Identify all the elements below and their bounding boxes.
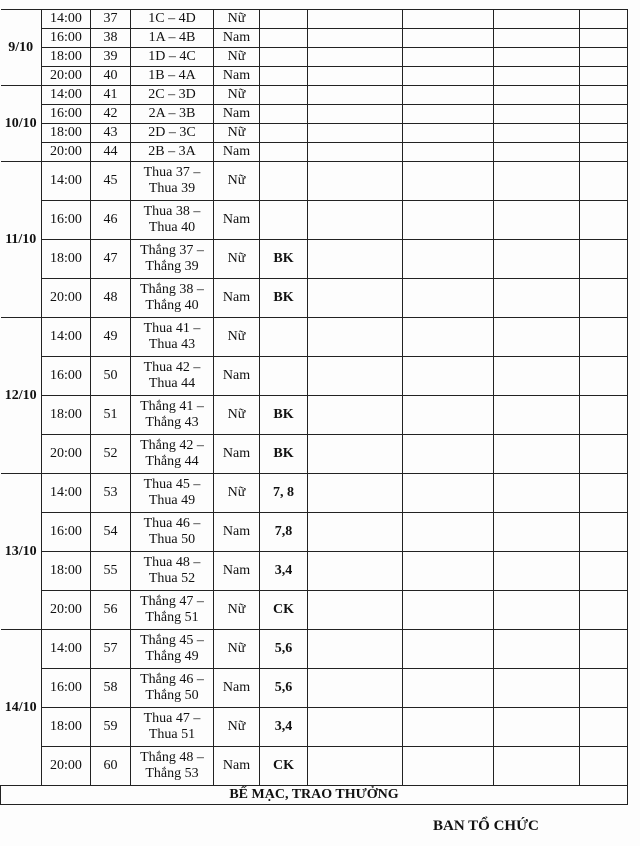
empty-cell	[308, 513, 403, 552]
empty-cell	[580, 630, 628, 669]
match-number: 59	[91, 708, 131, 747]
match-teams-line: 1A – 4B	[148, 30, 196, 45]
match-number: 60	[91, 747, 131, 786]
match-gender: Nam	[214, 552, 260, 591]
organizer-signature: BAN TỔ CHỨC	[433, 818, 539, 834]
match-teams-line: Thua 52	[148, 571, 196, 586]
match-teams	[131, 162, 214, 201]
empty-cell	[403, 357, 494, 396]
closing-ceremony: BẾ MẠC, TRAO THƯỞNG	[1, 786, 628, 805]
match-time: 20:00	[42, 143, 91, 162]
match-teams-line: 1B – 4A	[148, 68, 196, 83]
match-note: BK	[260, 240, 308, 279]
empty-cell	[494, 201, 580, 240]
empty-cell	[580, 201, 628, 240]
match-teams-line: Thắng 47 –	[140, 594, 204, 609]
match-teams-line: Thắng 42 –	[140, 438, 204, 453]
match-note	[260, 10, 308, 29]
empty-cell	[403, 143, 494, 162]
table-row	[1, 591, 628, 630]
match-time: 18:00	[42, 708, 91, 747]
match-teams-line: Thắng 48 –	[140, 750, 204, 765]
empty-cell	[403, 67, 494, 86]
empty-cell	[580, 552, 628, 591]
empty-cell	[580, 10, 628, 29]
empty-cell	[494, 240, 580, 279]
empty-cell	[580, 29, 628, 48]
match-gender: Nam	[214, 29, 260, 48]
match-note	[260, 162, 308, 201]
empty-cell	[580, 240, 628, 279]
match-date: 13/10	[1, 474, 42, 630]
empty-cell	[308, 10, 403, 29]
match-number: 37	[91, 10, 131, 29]
empty-cell	[403, 396, 494, 435]
match-gender: Nữ	[214, 630, 260, 669]
empty-cell	[308, 591, 403, 630]
empty-cell	[308, 240, 403, 279]
match-gender: Nữ	[214, 10, 260, 29]
match-teams-line: Thắng 44	[145, 454, 199, 469]
match-gender: Nam	[214, 669, 260, 708]
match-number: 46	[91, 201, 131, 240]
empty-cell	[494, 124, 580, 143]
match-note	[260, 29, 308, 48]
match-gender: Nam	[214, 279, 260, 318]
table-row	[1, 357, 628, 396]
match-time: 14:00	[42, 318, 91, 357]
match-teams-line: Thua 40	[148, 220, 196, 235]
match-teams-line: Thua 47 –	[143, 711, 201, 726]
match-note	[260, 48, 308, 67]
match-number: 57	[91, 630, 131, 669]
empty-cell	[308, 552, 403, 591]
match-note: 7,8	[260, 513, 308, 552]
table-row	[1, 162, 628, 201]
empty-cell	[308, 435, 403, 474]
empty-cell	[580, 48, 628, 67]
empty-cell	[580, 435, 628, 474]
match-teams-line: Thua 37 –	[143, 165, 201, 180]
match-time: 16:00	[42, 669, 91, 708]
match-number: 42	[91, 105, 131, 124]
empty-cell	[308, 105, 403, 124]
match-time: 18:00	[42, 240, 91, 279]
match-gender: Nam	[214, 201, 260, 240]
match-date: 9/10	[1, 10, 42, 86]
table-row	[1, 201, 628, 240]
match-teams	[131, 48, 214, 67]
match-time: 16:00	[42, 357, 91, 396]
empty-cell	[494, 29, 580, 48]
match-teams-line: Thắng 51	[145, 610, 199, 625]
empty-cell	[403, 513, 494, 552]
table-row	[1, 669, 628, 708]
match-teams-line: 1D – 4C	[148, 49, 196, 64]
match-date: 11/10	[1, 162, 42, 318]
match-number: 58	[91, 669, 131, 708]
match-number: 49	[91, 318, 131, 357]
match-note: 3,4	[260, 708, 308, 747]
match-note	[260, 143, 308, 162]
match-teams-line: Thắng 39	[145, 259, 199, 274]
match-time: 20:00	[42, 67, 91, 86]
match-teams-line: Thắng 46 –	[140, 672, 204, 687]
empty-cell	[580, 708, 628, 747]
empty-cell	[308, 474, 403, 513]
match-number: 54	[91, 513, 131, 552]
match-gender: Nữ	[214, 708, 260, 747]
empty-cell	[308, 396, 403, 435]
match-time: 20:00	[42, 435, 91, 474]
match-teams-line: Thua 45 –	[143, 477, 201, 492]
match-date: 14/10	[1, 630, 42, 786]
empty-cell	[494, 318, 580, 357]
empty-cell	[580, 513, 628, 552]
match-note: BK	[260, 279, 308, 318]
empty-cell	[580, 318, 628, 357]
match-teams	[131, 86, 214, 105]
empty-cell	[494, 669, 580, 708]
match-date: 10/10	[1, 86, 42, 162]
match-number: 48	[91, 279, 131, 318]
empty-cell	[403, 435, 494, 474]
match-note: 5,6	[260, 630, 308, 669]
match-time: 14:00	[42, 162, 91, 201]
empty-cell	[580, 86, 628, 105]
match-gender: Nam	[214, 105, 260, 124]
match-number: 55	[91, 552, 131, 591]
match-teams-line: Thua 49	[148, 493, 196, 508]
empty-cell	[580, 105, 628, 124]
match-gender: Nữ	[214, 48, 260, 67]
match-time: 14:00	[42, 86, 91, 105]
match-teams-line: Thua 42 –	[143, 360, 201, 375]
match-number: 50	[91, 357, 131, 396]
match-teams	[131, 630, 214, 669]
match-note	[260, 67, 308, 86]
match-teams	[131, 105, 214, 124]
match-teams	[131, 747, 214, 786]
match-time: 16:00	[42, 201, 91, 240]
empty-cell	[403, 708, 494, 747]
empty-cell	[403, 86, 494, 105]
empty-cell	[580, 143, 628, 162]
match-time: 16:00	[42, 105, 91, 124]
empty-cell	[494, 591, 580, 630]
empty-cell	[580, 162, 628, 201]
empty-cell	[403, 279, 494, 318]
match-note: 5,6	[260, 669, 308, 708]
table-row	[1, 86, 628, 105]
match-number: 53	[91, 474, 131, 513]
empty-cell	[308, 143, 403, 162]
empty-cell	[580, 357, 628, 396]
empty-cell	[494, 86, 580, 105]
table-row	[1, 513, 628, 552]
table-row	[1, 105, 628, 124]
match-teams-line: Thua 51	[148, 727, 196, 742]
closing-ceremony-row	[1, 786, 628, 805]
match-time: 16:00	[42, 29, 91, 48]
match-teams	[131, 474, 214, 513]
empty-cell	[403, 29, 494, 48]
empty-cell	[308, 669, 403, 708]
match-date: 12/10	[1, 318, 42, 474]
match-teams	[131, 435, 214, 474]
match-gender: Nữ	[214, 396, 260, 435]
table-row	[1, 143, 628, 162]
empty-cell	[308, 162, 403, 201]
empty-cell	[308, 279, 403, 318]
empty-cell	[580, 747, 628, 786]
match-gender: Nam	[214, 747, 260, 786]
empty-cell	[308, 48, 403, 67]
empty-cell	[580, 669, 628, 708]
match-note	[260, 124, 308, 143]
empty-cell	[494, 279, 580, 318]
match-teams	[131, 67, 214, 86]
match-number: 52	[91, 435, 131, 474]
match-note: 7, 8	[260, 474, 308, 513]
empty-cell	[308, 201, 403, 240]
empty-cell	[403, 48, 494, 67]
empty-cell	[308, 318, 403, 357]
empty-cell	[403, 124, 494, 143]
match-time: 14:00	[42, 474, 91, 513]
match-gender: Nữ	[214, 318, 260, 357]
match-teams-line: Thắng 40	[145, 298, 199, 313]
match-number: 51	[91, 396, 131, 435]
empty-cell	[308, 67, 403, 86]
empty-cell	[494, 48, 580, 67]
match-teams	[131, 10, 214, 29]
match-teams	[131, 201, 214, 240]
match-teams	[131, 708, 214, 747]
match-note: CK	[260, 591, 308, 630]
match-time: 20:00	[42, 747, 91, 786]
match-note: CK	[260, 747, 308, 786]
empty-cell	[580, 591, 628, 630]
match-teams-line: Thua 46 –	[143, 516, 201, 531]
match-teams	[131, 396, 214, 435]
match-gender: Nam	[214, 513, 260, 552]
match-teams	[131, 279, 214, 318]
empty-cell	[494, 513, 580, 552]
empty-cell	[403, 591, 494, 630]
match-time: 14:00	[42, 630, 91, 669]
match-teams-line: Thắng 50	[145, 688, 199, 703]
match-gender: Nữ	[214, 591, 260, 630]
match-time: 18:00	[42, 48, 91, 67]
empty-cell	[403, 630, 494, 669]
match-schedule-table	[0, 9, 628, 805]
match-teams-line: Thắng 53	[145, 766, 199, 781]
match-note	[260, 105, 308, 124]
match-teams-line: Thắng 38 –	[140, 282, 204, 297]
match-teams-line: Thua 44	[148, 376, 196, 391]
empty-cell	[580, 474, 628, 513]
match-gender: Nam	[214, 357, 260, 396]
table-row	[1, 708, 628, 747]
table-row	[1, 124, 628, 143]
match-teams-line: 2A – 3B	[148, 106, 196, 121]
match-gender: Nữ	[214, 240, 260, 279]
empty-cell	[403, 552, 494, 591]
match-note	[260, 86, 308, 105]
empty-cell	[494, 67, 580, 86]
match-gender: Nữ	[214, 124, 260, 143]
table-row	[1, 67, 628, 86]
match-teams-line: Thua 38 –	[143, 204, 201, 219]
match-time: 20:00	[42, 591, 91, 630]
empty-cell	[580, 67, 628, 86]
match-note	[260, 201, 308, 240]
match-teams	[131, 591, 214, 630]
match-teams-line: 2C – 3D	[148, 87, 196, 102]
match-teams-line: Thắng 43	[145, 415, 199, 430]
match-number: 47	[91, 240, 131, 279]
match-teams	[131, 29, 214, 48]
match-note: 3,4	[260, 552, 308, 591]
match-teams-line: Thắng 45 –	[140, 633, 204, 648]
match-time: 14:00	[42, 10, 91, 29]
match-teams-line: 1C – 4D	[148, 11, 196, 26]
empty-cell	[494, 747, 580, 786]
empty-cell	[494, 474, 580, 513]
match-number: 44	[91, 143, 131, 162]
match-number: 41	[91, 86, 131, 105]
table-row	[1, 318, 628, 357]
table-row	[1, 279, 628, 318]
empty-cell	[494, 435, 580, 474]
table-row	[1, 747, 628, 786]
match-teams-line: Thua 48 –	[143, 555, 201, 570]
match-gender: Nữ	[214, 86, 260, 105]
match-gender: Nữ	[214, 162, 260, 201]
empty-cell	[580, 279, 628, 318]
empty-cell	[403, 240, 494, 279]
match-number: 38	[91, 29, 131, 48]
table-row	[1, 552, 628, 591]
table-row	[1, 48, 628, 67]
empty-cell	[308, 29, 403, 48]
empty-cell	[494, 10, 580, 29]
match-teams	[131, 124, 214, 143]
empty-cell	[580, 124, 628, 143]
empty-cell	[403, 669, 494, 708]
match-teams	[131, 143, 214, 162]
match-number: 39	[91, 48, 131, 67]
match-number: 43	[91, 124, 131, 143]
table-row	[1, 396, 628, 435]
table-row	[1, 240, 628, 279]
table-row	[1, 630, 628, 669]
match-teams-line: Thắng 37 –	[140, 243, 204, 258]
match-note	[260, 318, 308, 357]
match-teams-line: Thua 43	[148, 337, 196, 352]
match-teams	[131, 552, 214, 591]
empty-cell	[494, 143, 580, 162]
match-teams-line: Thua 50	[148, 532, 196, 547]
match-time: 18:00	[42, 396, 91, 435]
match-gender: Nữ	[214, 474, 260, 513]
empty-cell	[308, 708, 403, 747]
match-teams-line: Thua 41 –	[143, 321, 201, 336]
empty-cell	[403, 162, 494, 201]
match-gender: Nam	[214, 143, 260, 162]
empty-cell	[403, 10, 494, 29]
schedule-body	[1, 10, 628, 786]
match-number: 45	[91, 162, 131, 201]
empty-cell	[403, 747, 494, 786]
empty-cell	[494, 162, 580, 201]
match-gender: Nam	[214, 435, 260, 474]
empty-cell	[403, 201, 494, 240]
empty-cell	[403, 474, 494, 513]
empty-cell	[308, 86, 403, 105]
match-note: BK	[260, 396, 308, 435]
match-time: 18:00	[42, 552, 91, 591]
match-teams-line: 2D – 3C	[148, 125, 196, 140]
empty-cell	[580, 396, 628, 435]
table-row	[1, 474, 628, 513]
match-teams	[131, 240, 214, 279]
empty-cell	[494, 708, 580, 747]
match-teams	[131, 513, 214, 552]
empty-cell	[494, 630, 580, 669]
match-gender: Nam	[214, 67, 260, 86]
empty-cell	[494, 396, 580, 435]
match-teams	[131, 669, 214, 708]
empty-cell	[403, 318, 494, 357]
match-time: 16:00	[42, 513, 91, 552]
empty-cell	[308, 630, 403, 669]
match-time: 20:00	[42, 279, 91, 318]
match-teams	[131, 357, 214, 396]
empty-cell	[308, 747, 403, 786]
empty-cell	[308, 357, 403, 396]
match-note	[260, 357, 308, 396]
match-teams	[131, 318, 214, 357]
empty-cell	[403, 105, 494, 124]
match-teams-line: 2B – 3A	[148, 144, 196, 159]
match-number: 56	[91, 591, 131, 630]
match-teams-line: Thắng 41 –	[140, 399, 204, 414]
empty-cell	[494, 105, 580, 124]
match-time: 18:00	[42, 124, 91, 143]
match-note: BK	[260, 435, 308, 474]
empty-cell	[494, 552, 580, 591]
match-teams-line: Thua 39	[148, 181, 196, 196]
table-row	[1, 29, 628, 48]
empty-cell	[494, 357, 580, 396]
match-number: 40	[91, 67, 131, 86]
table-row	[1, 435, 628, 474]
empty-cell	[308, 124, 403, 143]
match-teams-line: Thắng 49	[145, 649, 199, 664]
table-row	[1, 10, 628, 29]
